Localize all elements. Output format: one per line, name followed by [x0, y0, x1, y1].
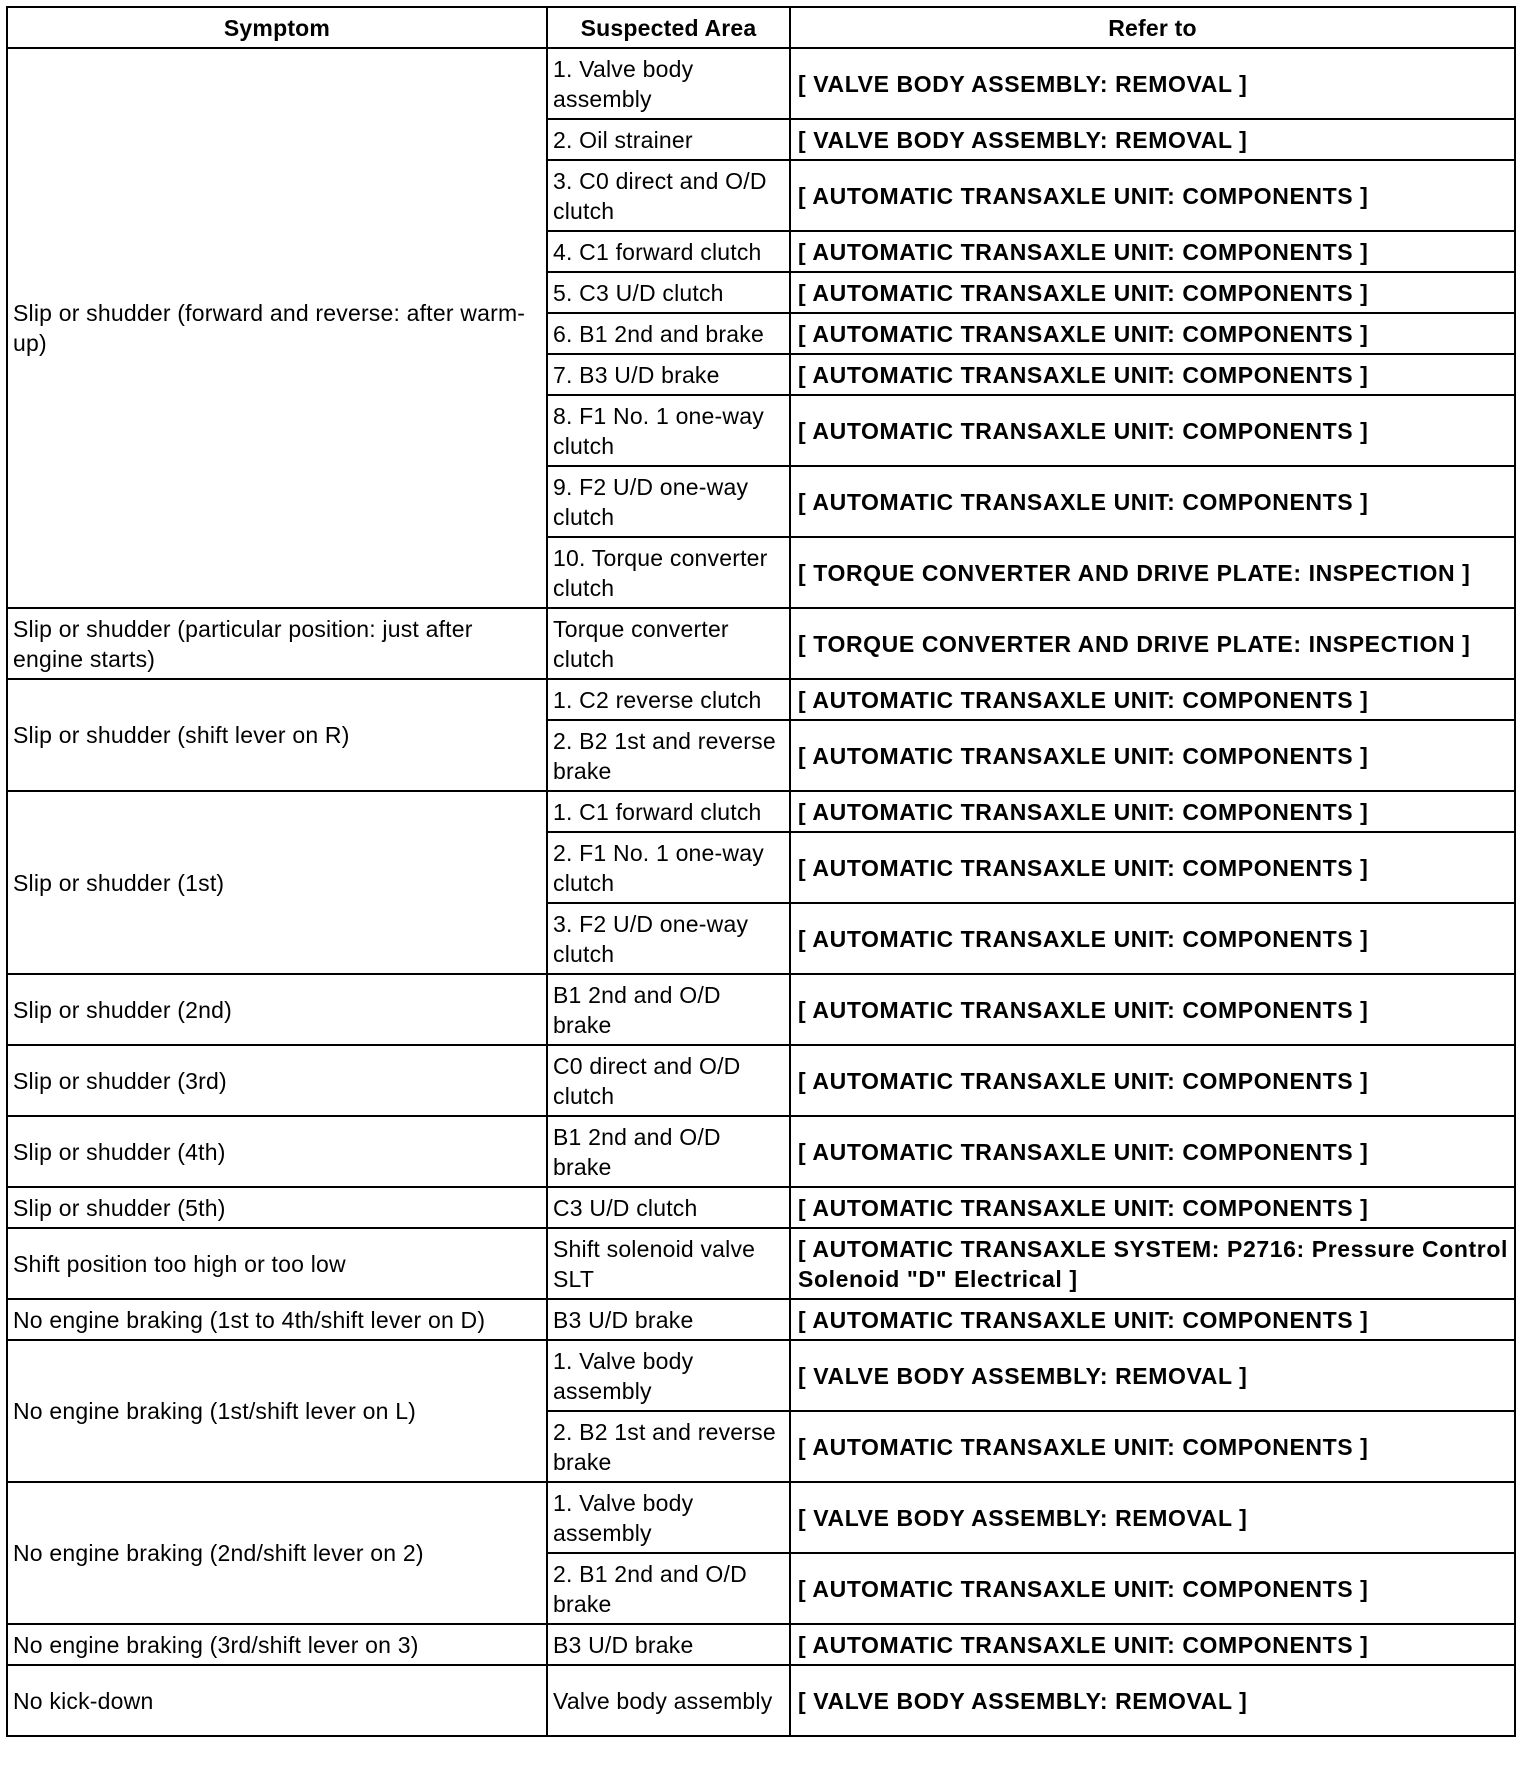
- refer-to-link[interactable]: [ AUTOMATIC TRANSAXLE UNIT: COMPONENTS ]: [790, 1116, 1515, 1187]
- header-suspected-area: Suspected Area: [547, 7, 790, 48]
- refer-to-link[interactable]: [ AUTOMATIC TRANSAXLE UNIT: COMPONENTS ]: [790, 1187, 1515, 1228]
- header-symptom: Symptom: [7, 7, 547, 48]
- refer-to-link[interactable]: [ AUTOMATIC TRANSAXLE UNIT: COMPONENTS ]: [790, 354, 1515, 395]
- table-row: [7, 48, 1515, 119]
- table-row: [7, 1228, 1515, 1299]
- table-row: [7, 791, 1515, 832]
- refer-to-link[interactable]: [ AUTOMATIC TRANSAXLE UNIT: COMPONENTS ]: [790, 974, 1515, 1045]
- refer-to-link[interactable]: [ AUTOMATIC TRANSAXLE UNIT: COMPONENTS ]: [790, 903, 1515, 974]
- refer-to-link[interactable]: [ AUTOMATIC TRANSAXLE UNIT: COMPONENTS ]: [790, 1624, 1515, 1665]
- symptom-cell: No engine braking (3rd/shift lever on 3): [7, 1624, 547, 1665]
- refer-to-link[interactable]: [ VALVE BODY ASSEMBLY: REMOVAL ]: [790, 119, 1515, 160]
- table-row: [7, 1045, 1515, 1116]
- table-row: [7, 1299, 1515, 1340]
- suspected-area-cell: 1. C2 reverse clutch: [547, 679, 790, 720]
- symptom-cell: Slip or shudder (3rd): [7, 1045, 547, 1116]
- suspected-area-cell: 1. C1 forward clutch: [547, 791, 790, 832]
- refer-to-link[interactable]: [ TORQUE CONVERTER AND DRIVE PLATE: INSPECTION ]: [790, 537, 1515, 608]
- symptom-cell: Slip or shudder (forward and reverse: after warm-up): [7, 48, 547, 608]
- table-row: [7, 679, 1515, 720]
- refer-to-link[interactable]: [ AUTOMATIC TRANSAXLE UNIT: COMPONENTS ]: [790, 1299, 1515, 1340]
- refer-to-link[interactable]: [ AUTOMATIC TRANSAXLE UNIT: COMPONENTS ]: [790, 231, 1515, 272]
- suspected-area-cell: 1. Valve body assembly: [547, 1482, 790, 1553]
- table-row: [7, 1340, 1515, 1411]
- suspected-area-cell: 2. Oil strainer: [547, 119, 790, 160]
- refer-to-link[interactable]: [ AUTOMATIC TRANSAXLE UNIT: COMPONENTS ]: [790, 160, 1515, 231]
- suspected-area-cell: 2. B1 2nd and O/D brake: [547, 1553, 790, 1624]
- refer-to-link[interactable]: [ AUTOMATIC TRANSAXLE UNIT: COMPONENTS ]: [790, 1045, 1515, 1116]
- suspected-area-cell: 3. C0 direct and O/D clutch: [547, 160, 790, 231]
- refer-to-link[interactable]: [ AUTOMATIC TRANSAXLE UNIT: COMPONENTS ]: [790, 791, 1515, 832]
- suspected-area-cell: C3 U/D clutch: [547, 1187, 790, 1228]
- header-refer-to: Refer to: [790, 7, 1515, 48]
- refer-to-link[interactable]: [ VALVE BODY ASSEMBLY: REMOVAL ]: [790, 1340, 1515, 1411]
- suspected-area-cell: 6. B1 2nd and brake: [547, 313, 790, 354]
- refer-to-link[interactable]: [ AUTOMATIC TRANSAXLE UNIT: COMPONENTS ]: [790, 832, 1515, 903]
- symptom-table: [6, 6, 1516, 1737]
- table-row: [7, 1116, 1515, 1187]
- symptom-cell: No engine braking (1st/shift lever on L): [7, 1340, 547, 1482]
- suspected-area-cell: 4. C1 forward clutch: [547, 231, 790, 272]
- suspected-area-cell: 1. Valve body assembly: [547, 1340, 790, 1411]
- refer-to-link[interactable]: [ AUTOMATIC TRANSAXLE UNIT: COMPONENTS ]: [790, 272, 1515, 313]
- refer-to-link[interactable]: [ VALVE BODY ASSEMBLY: REMOVAL ]: [790, 1665, 1515, 1736]
- suspected-area-cell: 2. F1 No. 1 one-way clutch: [547, 832, 790, 903]
- suspected-area-cell: 9. F2 U/D one-way clutch: [547, 466, 790, 537]
- suspected-area-cell: 2. B2 1st and reverse brake: [547, 720, 790, 791]
- refer-to-link[interactable]: [ AUTOMATIC TRANSAXLE SYSTEM: P2716: Pressure Control Solenoid "D" Electrical ]: [790, 1228, 1515, 1299]
- table-row: [7, 974, 1515, 1045]
- suspected-area-cell: Shift solenoid valve SLT: [547, 1228, 790, 1299]
- table-row: [7, 1665, 1515, 1736]
- table-row: [7, 1187, 1515, 1228]
- table-header-row: [7, 7, 1515, 48]
- symptom-cell: Slip or shudder (1st): [7, 791, 547, 974]
- suspected-area-cell: 7. B3 U/D brake: [547, 354, 790, 395]
- refer-to-link[interactable]: [ AUTOMATIC TRANSAXLE UNIT: COMPONENTS ]: [790, 395, 1515, 466]
- symptom-cell: No kick-down: [7, 1665, 547, 1736]
- refer-to-link[interactable]: [ AUTOMATIC TRANSAXLE UNIT: COMPONENTS ]: [790, 1411, 1515, 1482]
- table-row: [7, 1482, 1515, 1553]
- symptom-cell: No engine braking (2nd/shift lever on 2): [7, 1482, 547, 1624]
- suspected-area-cell: B3 U/D brake: [547, 1624, 790, 1665]
- suspected-area-cell: Valve body assembly: [547, 1665, 790, 1736]
- symptom-cell: Slip or shudder (particular position: just after engine starts): [7, 608, 547, 679]
- suspected-area-cell: 2. B2 1st and reverse brake: [547, 1411, 790, 1482]
- symptom-cell: Shift position too high or too low: [7, 1228, 547, 1299]
- suspected-area-cell: 1. Valve body assembly: [547, 48, 790, 119]
- diagnosis-table-container: [6, 6, 1514, 1737]
- refer-to-link[interactable]: [ VALVE BODY ASSEMBLY: REMOVAL ]: [790, 48, 1515, 119]
- refer-to-link[interactable]: [ AUTOMATIC TRANSAXLE UNIT: COMPONENTS ]: [790, 720, 1515, 791]
- refer-to-link[interactable]: [ AUTOMATIC TRANSAXLE UNIT: COMPONENTS ]: [790, 466, 1515, 537]
- suspected-area-cell: 8. F1 No. 1 one-way clutch: [547, 395, 790, 466]
- table-row: [7, 608, 1515, 679]
- symptom-cell: Slip or shudder (2nd): [7, 974, 547, 1045]
- suspected-area-cell: 5. C3 U/D clutch: [547, 272, 790, 313]
- refer-to-link[interactable]: [ AUTOMATIC TRANSAXLE UNIT: COMPONENTS ]: [790, 313, 1515, 354]
- refer-to-link[interactable]: [ AUTOMATIC TRANSAXLE UNIT: COMPONENTS ]: [790, 679, 1515, 720]
- symptom-cell: Slip or shudder (4th): [7, 1116, 547, 1187]
- suspected-area-cell: Torque converter clutch: [547, 608, 790, 679]
- symptom-cell: No engine braking (1st to 4th/shift lever on D): [7, 1299, 547, 1340]
- suspected-area-cell: B3 U/D brake: [547, 1299, 790, 1340]
- table-row: [7, 1624, 1515, 1665]
- suspected-area-cell: 10. Torque converter clutch: [547, 537, 790, 608]
- refer-to-link[interactable]: [ AUTOMATIC TRANSAXLE UNIT: COMPONENTS ]: [790, 1553, 1515, 1624]
- symptom-cell: Slip or shudder (5th): [7, 1187, 547, 1228]
- suspected-area-cell: B1 2nd and O/D brake: [547, 974, 790, 1045]
- suspected-area-cell: 3. F2 U/D one-way clutch: [547, 903, 790, 974]
- suspected-area-cell: B1 2nd and O/D brake: [547, 1116, 790, 1187]
- suspected-area-cell: C0 direct and O/D clutch: [547, 1045, 790, 1116]
- refer-to-link[interactable]: [ TORQUE CONVERTER AND DRIVE PLATE: INSPECTION ]: [790, 608, 1515, 679]
- refer-to-link[interactable]: [ VALVE BODY ASSEMBLY: REMOVAL ]: [790, 1482, 1515, 1553]
- symptom-cell: Slip or shudder (shift lever on R): [7, 679, 547, 791]
